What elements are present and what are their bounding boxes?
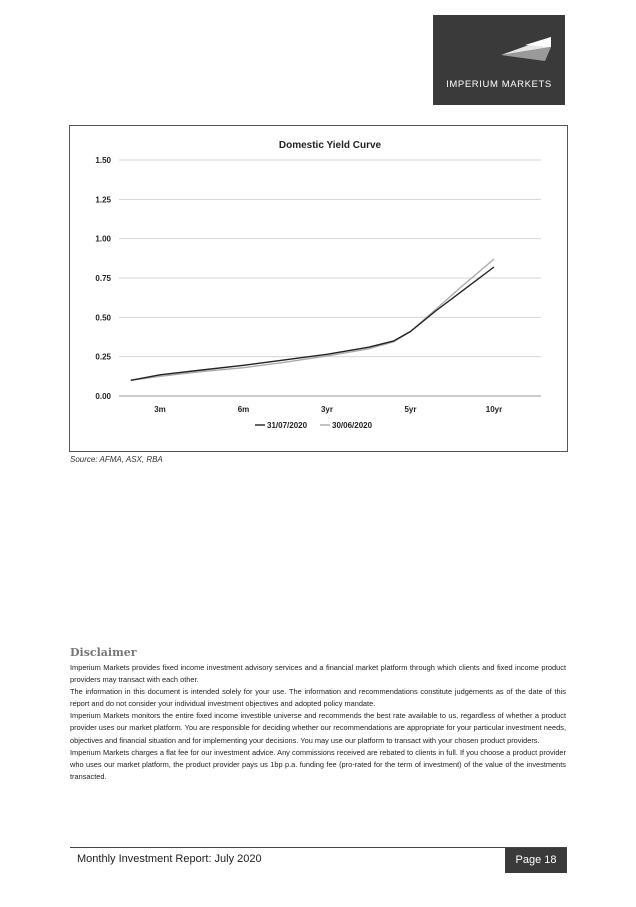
chart-source: Source: AFMA, ASX, RBA <box>70 455 163 464</box>
y-tick-label: 0.50 <box>95 313 111 323</box>
y-tick-label: 1.50 <box>95 156 111 165</box>
series-line-30-06-2020 <box>131 259 494 380</box>
disclaimer-paragraph-4: Imperium Markets charges a flat fee for our investment advice. Any commissions received are rebated to clients in full. If you choose a product provider who uses our market platform, the product provider pays us 1bp p.a. funding fee (pro-rated for the term of investment) of the value of the investments transacted. <box>70 747 566 781</box>
y-tick-label: 1.00 <box>95 234 111 244</box>
footer-report-title: Monthly Investment Report: July 2020 <box>77 853 262 865</box>
logo-text: IMPERIUM MARKETS <box>446 79 552 90</box>
y-tick-label: 0.25 <box>95 352 111 362</box>
page-number-badge: Page 18 <box>505 848 567 873</box>
disclaimer-paragraph-2: The information in this document is intended solely for your use. The information and recommendations constitute judgements as of the date of this report and do not consider your individual investment objectives and adopted policy mandate. <box>70 687 566 709</box>
disclaimer-section <box>70 646 566 783</box>
x-tick-label: 5yr <box>404 405 417 414</box>
x-tick-label: 3yr <box>320 405 334 414</box>
company-logo <box>433 15 565 105</box>
y-tick-label: 0.75 <box>95 274 111 283</box>
legend-label: 30/06/2020 <box>332 421 373 430</box>
chart-title: Domestic Yield Curve <box>278 140 382 151</box>
x-tick-label: 3m <box>154 405 166 414</box>
series-line-31-07-2020 <box>131 267 494 380</box>
y-tick-label: 0.00 <box>95 392 111 401</box>
y-tick-label: 1.25 <box>95 195 111 205</box>
disclaimer-paragraph-1: Imperium Markets provides fixed income investment advisory services and a financial market platform through which clients and fixed income product providers may transact with each other. <box>70 663 566 685</box>
legend-label: 31/07/2020 <box>267 421 308 430</box>
chart-canvas <box>70 126 567 451</box>
disclaimer-paragraph-3: Imperium Markets monitors the entire fixed income investible universe and recommends the best rate available to us, regardless of whether a product provider uses our market platform. You are responsible for deciding whether our recommendations are appropriate for your particular investment needs, objectives and financial situation and for implementing your decisions. You may use our platform to transact with your chosen product providers. <box>70 711 566 745</box>
x-tick-label: 6m <box>237 405 250 414</box>
yield-curve-chart <box>69 125 568 452</box>
x-tick-label: 10yr <box>485 405 503 414</box>
footer-divider <box>70 847 567 848</box>
disclaimer-heading: Disclaimer <box>70 646 137 659</box>
triangles-icon <box>433 15 565 79</box>
